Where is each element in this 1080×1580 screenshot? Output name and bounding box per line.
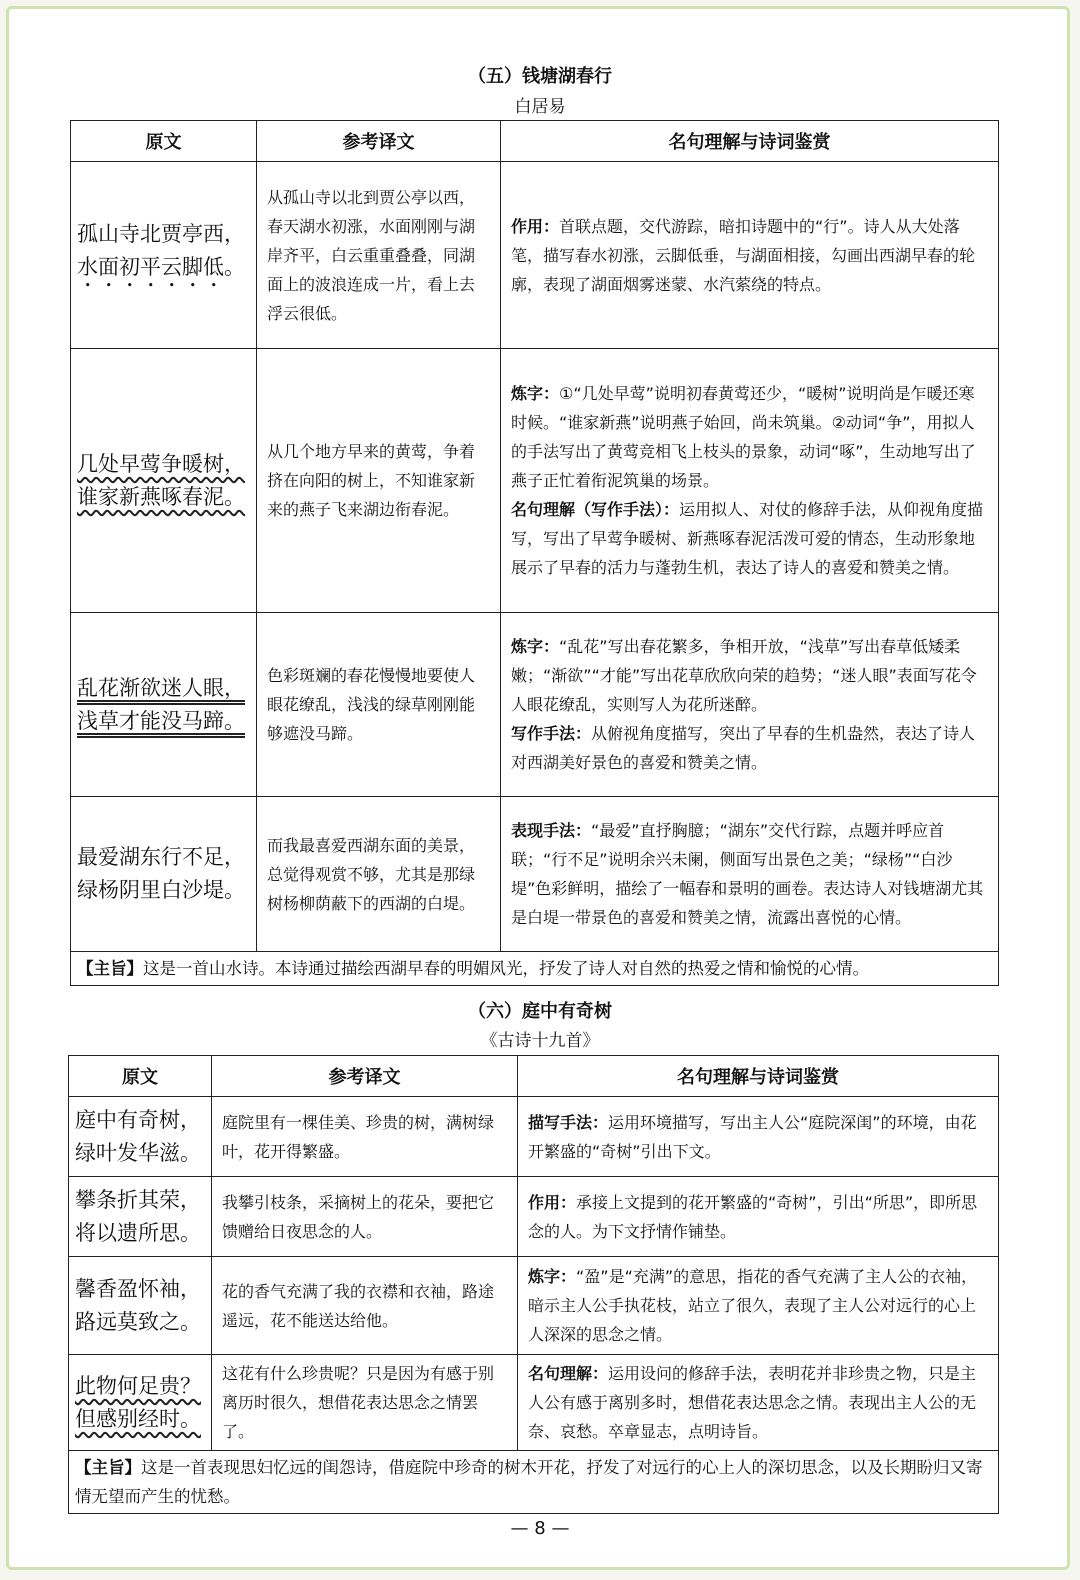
table-row [71,349,999,613]
original-line: 但感别经时。 [75,1406,201,1431]
original-line: 最爱湖东行不足， [77,845,245,869]
header-appreciation: 名句理解与诗词鉴赏 [518,1056,999,1097]
poem5-author: 白居易 [514,97,566,117]
appreciation-text: 运用设问的修辞手法，表明花并非珍贵之物，只是主人公有感于离别多时，想借花表达思念之情。表现出主人公的无奈、哀愁。卒章显志，点明诗旨。 [528,1364,977,1441]
poem6-theme-row [69,1451,999,1514]
table-row [69,1177,999,1257]
original-text [69,1257,212,1355]
appreciation-text: 首联点题，交代游踪，暗扣诗题中的“行”。诗人从大处落笔，描写春水初涨，云脚低垂，与湖面相接，勾画出西湖早春的轮廓，表现了湖面烟雾迷蒙、水汽萦绕的特点。 [511,216,976,294]
translation-text: 而我最喜爱西湖东面的美景，总觉得观赏不够，尤其是那绿树杨柳荫蔽下的西湖的白堤。 [257,797,501,952]
appreciation-text: 承接上文提到的花开繁盛的“奇树”，引出“所思”，即所思念的人。为下文抒情作铺垫。 [528,1192,978,1241]
appreciation-label: 名句理解（写作手法）： [511,500,680,519]
original-line: 绿杨阴里白沙堤。 [77,878,245,902]
poem5-title: （五）钱塘湖春行 [468,66,612,87]
original-text [69,1355,212,1451]
header-original: 原文 [71,121,257,162]
original-line: 浅草才能没马蹄。 [77,708,245,733]
table-row [69,1257,999,1355]
theme-cell [71,952,999,986]
appreciation-text: 从俯视角度描写，突出了早春的生机盎然，表达了诗人对西湖美好景色的喜爱和赞美之情。 [511,724,976,772]
appreciation-cell [501,613,999,797]
theme-label: 【主旨】 [77,959,143,978]
poem5-header-row [71,121,999,162]
poem6-author: 《古诗十九首》 [480,1031,600,1051]
original-line: 乱花渐欲迷人眼， [77,675,245,700]
translation-text: 从几个地方早来的黄莺，争着挤在向阳的树上，不知谁家新来的燕子飞来湖边衔春泥。 [257,349,501,613]
appreciation-cell [518,1355,999,1451]
header-original: 原文 [69,1056,212,1097]
translation-text: 我攀引枝条，采摘树上的花朵，要把它馈赠给日夜思念的人。 [212,1177,518,1257]
appreciation-text: “最爱”直抒胸臆；“湖东”交代行踪，点题并呼应首联；“行不足”说明余兴未阑，侧面写出景色之美；“绿杨”“白沙堤”色彩鲜明，描绘了一幅春和景明的画卷。表达诗人对钱塘湖尤其是白堤一带景色的喜爱和赞美之情，流露出喜悦的心情。 [511,821,984,927]
original-line: 路远莫致之。 [75,1309,201,1334]
original-line: 几处早莺争暖树， [77,451,245,476]
translation-text: 从孤山寺以北到贾公亭以西，春天湖水初涨，水面刚刚与湖岸齐平，白云重重叠叠，同湖面上的波浪连成一片，看上去浮云很低。 [257,162,501,349]
translation-text: 色彩斑斓的春花慢慢地要使人眼花缭乱，浅浅的绿草刚刚能够遮没马蹄。 [257,613,501,797]
original-text [71,162,257,349]
table-row [69,1097,999,1177]
appreciation-cell [501,349,999,613]
original-line: 庭中有奇树， [75,1107,201,1132]
appreciation-text: ①“几处早莺”说明初春黄莺还少，“暖树”说明尚是乍暖还寒时候。“谁家新燕”说明燕子始回，尚未筑巢。②动词“争”，用拟人的手法写出了黄莺竞相飞上枝头的景象，动词“啄”，生动地写出了燕子正忙着衔泥筑巢的场景。 [511,384,976,490]
original-line: 将以遗所思。 [75,1220,201,1245]
theme-label: 【主旨】 [75,1458,141,1477]
table-row [69,1355,999,1451]
appreciation-label: 名句理解： [528,1364,609,1383]
original-line: 谁家新燕啄春泥。 [77,484,245,509]
appreciation-label: 作用： [528,1192,577,1212]
appreciation-text: 运用拟人、对仗的修辞手法，从仰视角度描写，写出了早莺争暖树、新燕啄春泥活泼可爱的情态，生动形象地展示了早春的活力与蓬勃生机，表达了诗人的喜爱和赞美之情。 [511,500,984,577]
original-text [71,613,257,797]
original-line: 攀条折其荣， [75,1187,201,1212]
appreciation-text: “盈”是“充满”的意思，指花的香气充满了主人公的衣袖，暗示主人公手执花枝，站立了很久，表现了主人公对远行的心上人深深的思念之情。 [528,1267,978,1344]
table-row [71,162,999,349]
theme-text: 这是一首表现思妇忆远的闺怨诗，借庭院中珍奇的树木开花，抒发了对远行的心上人的深切思念，以及长期盼归又寄情无望而产生的忧愁。 [75,1458,983,1506]
translation-text: 这花有什么珍贵呢？只是因为有感于别离历时很久，想借花表达思念之情罢了。 [212,1355,518,1451]
poem5-table [70,120,999,986]
appreciation-cell [501,162,999,349]
header-appreciation: 名句理解与诗词鉴赏 [501,121,999,162]
translation-text: 庭院里有一棵佳美、珍贵的树，满树绿叶，花开得繁盛。 [212,1097,518,1177]
appreciation-label: 炼字： [528,1267,577,1286]
theme-cell [69,1451,999,1514]
poem5-theme-row [71,952,999,986]
original-line: 此物何足贵？ [75,1373,201,1398]
appreciation-label: 写作手法： [511,724,592,743]
appreciation-label: 描写手法： [528,1112,609,1132]
theme-text: 这是一首山水诗。本诗通过描绘西湖早春的明媚风光，抒发了诗人对自然的热爱之情和愉悦的心情。 [143,959,869,978]
original-line: 孤山寺北贾亭西， [77,222,245,246]
original-text [69,1177,212,1257]
appreciation-text: 运用环境描写，写出主人公“庭院深闺”的环境，由花开繁盛的“奇树”引出下文。 [528,1112,977,1161]
appreciation-label: 炼字： [511,637,560,656]
appreciation-cell [518,1097,999,1177]
original-text [69,1097,212,1177]
poem6-title: （六）庭中有奇树 [468,1001,612,1022]
original-line: 馨香盈怀袖， [75,1276,201,1301]
appreciation-label: 作用： [511,216,560,236]
poem6-header-row [69,1056,999,1097]
table-row [71,613,999,797]
original-line: 水面初平云脚低。 [77,255,245,279]
appreciation-label: 表现手法： [511,821,592,840]
poem6-table [68,1055,999,1514]
appreciation-cell [518,1257,999,1355]
appreciation-cell [501,797,999,952]
original-text [71,797,257,952]
page-number: — 8 — [510,1518,570,1539]
translation-text: 花的香气充满了我的衣襟和衣袖，路途遥远，花不能送达给他。 [212,1257,518,1355]
appreciation-label: 炼字： [511,384,560,403]
header-translation: 参考译文 [212,1056,518,1097]
appreciation-text: “乱花”写出春花繁多，争相开放，“浅草”写出春草低矮柔嫩；“渐欲”“才能”写出花草欣欣向荣的趋势；“迷人眼”表面写花令人眼花缭乱，实则写人为花所迷醉。 [511,637,977,714]
original-line: 绿叶发华滋。 [75,1140,201,1165]
original-text [71,349,257,613]
header-translation: 参考译文 [257,121,501,162]
appreciation-cell [518,1177,999,1257]
table-row [71,797,999,952]
